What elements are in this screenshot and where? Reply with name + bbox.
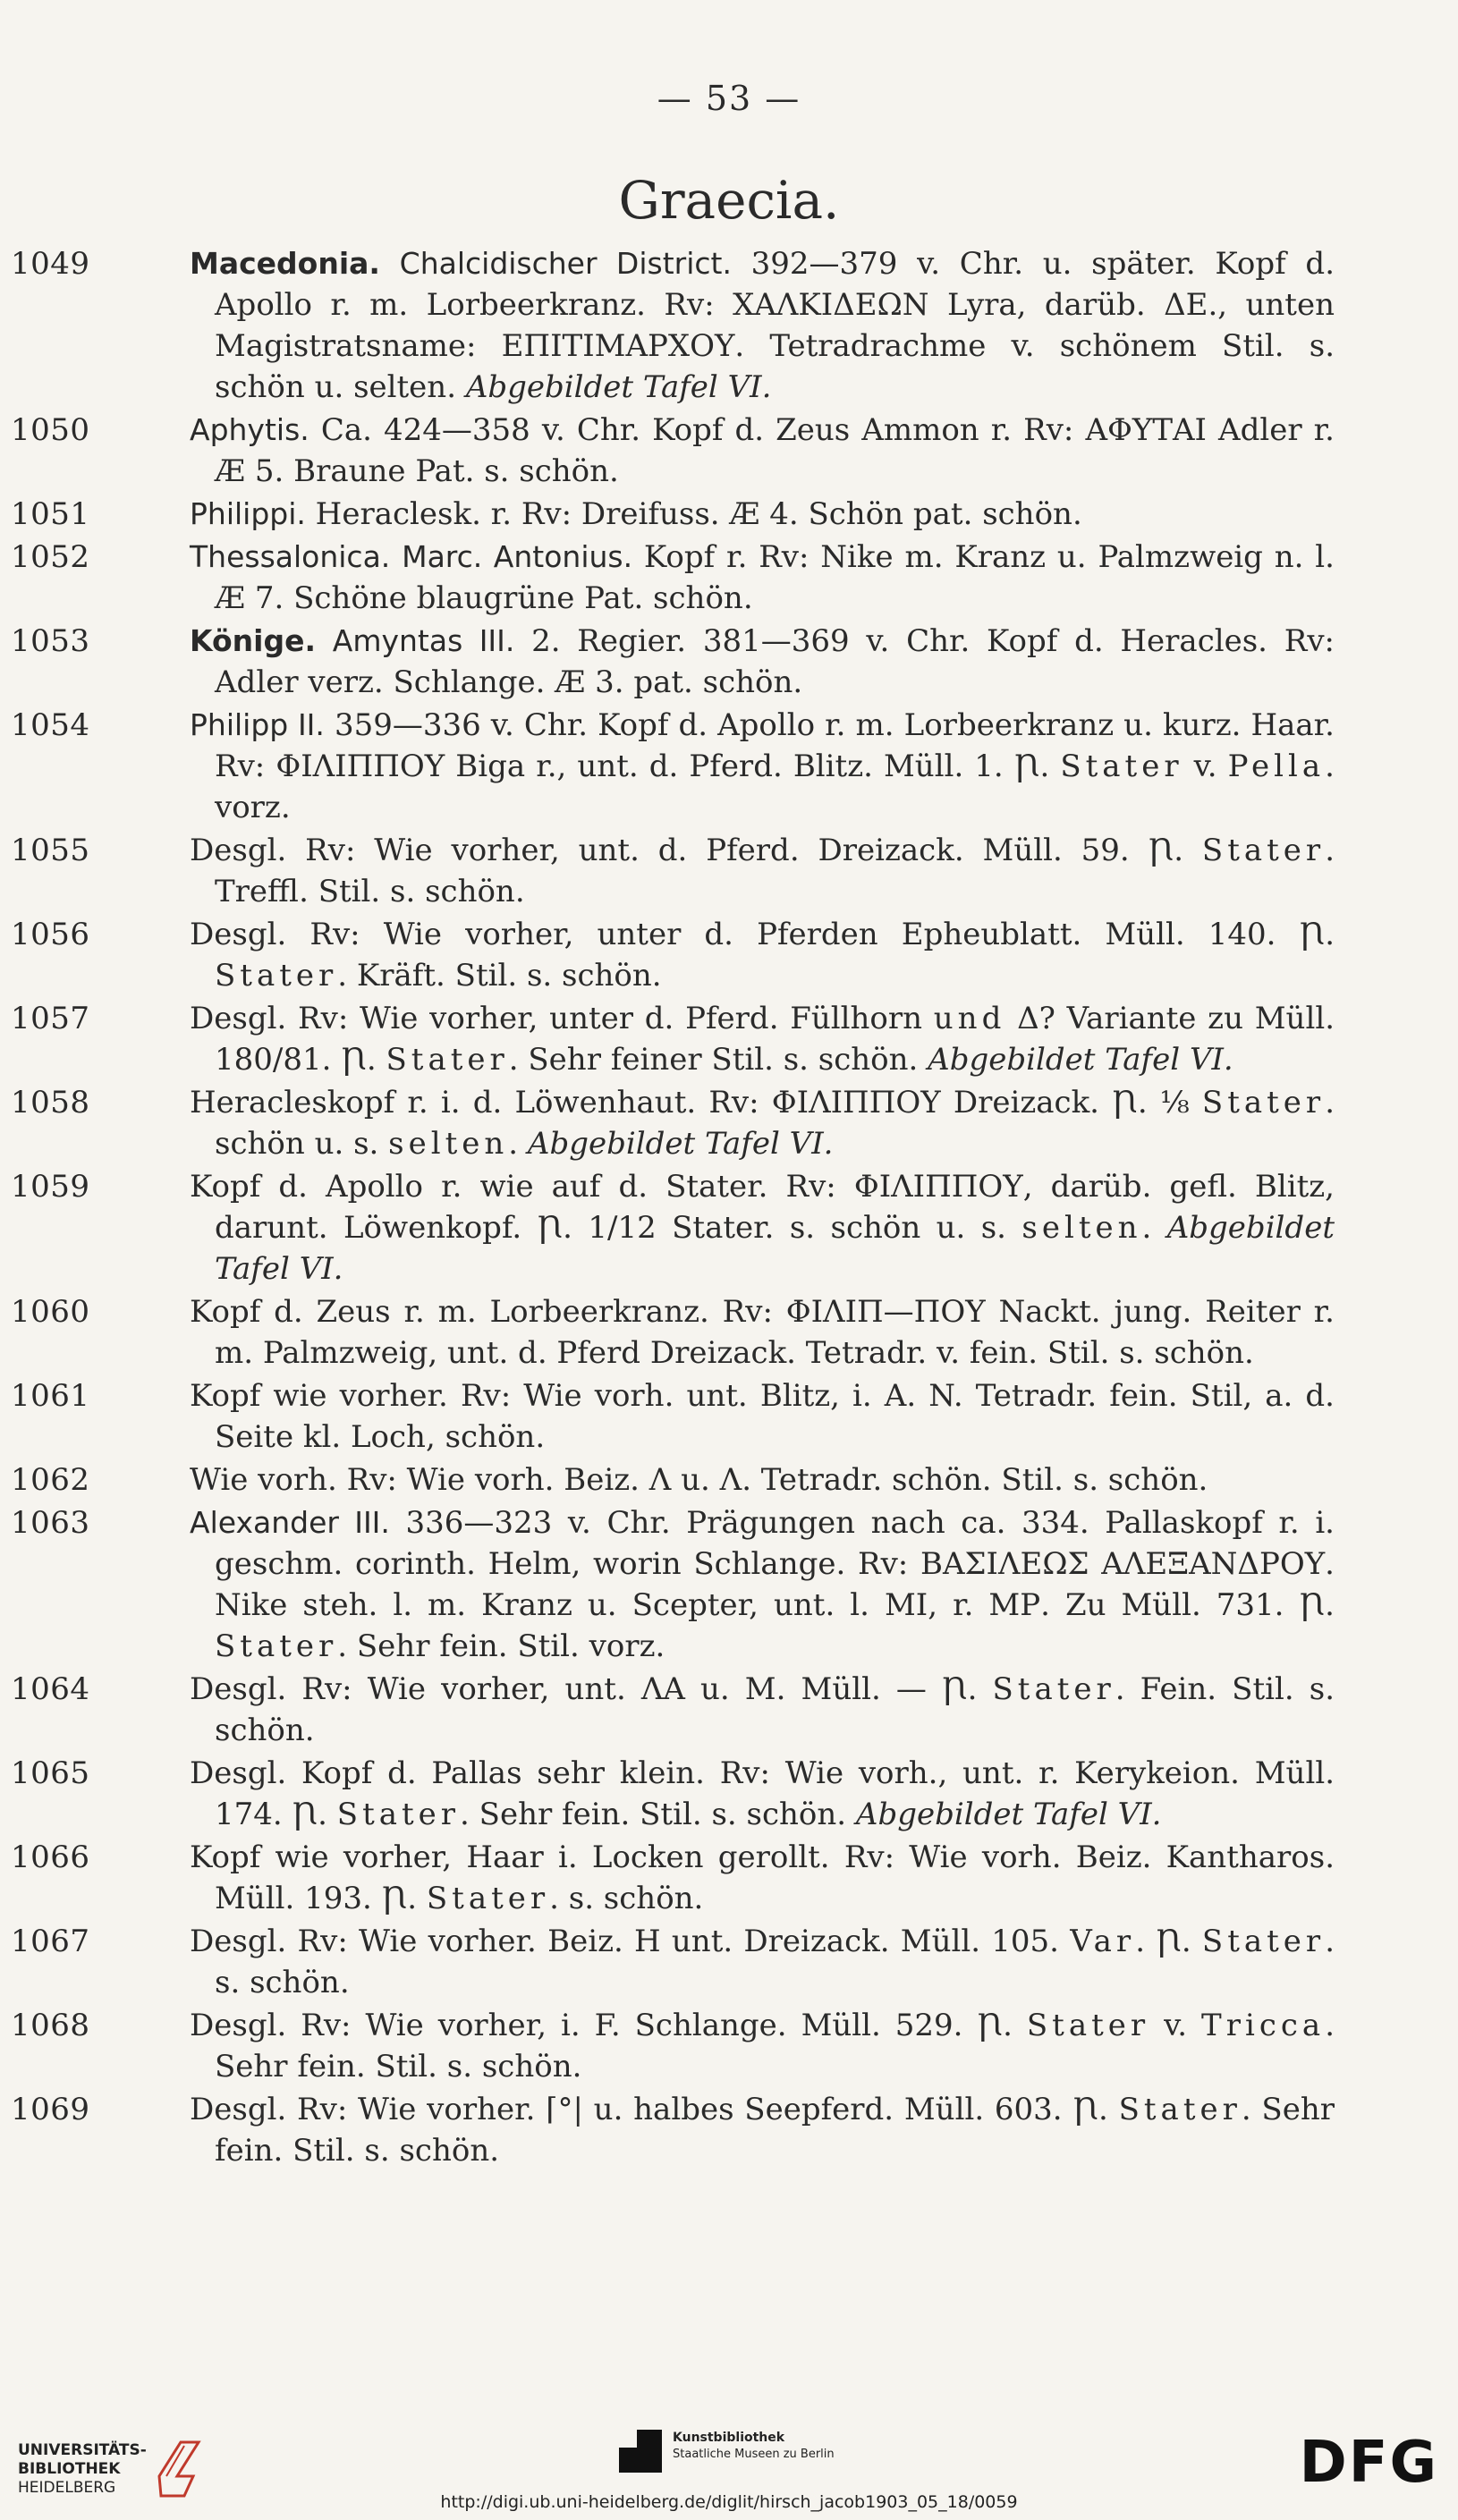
catalog-entry (11, 494, 1335, 535)
entry-number: 1062 (11, 1462, 90, 1498)
entry-text-segment: Desgl. Rv: Wie vorher, unter d. Pferd. Füllhorn (190, 1001, 934, 1036)
entry-description (190, 1166, 1335, 1290)
entry-text-segment: Pella (1227, 748, 1326, 784)
entry-number: 1049 (11, 246, 90, 282)
entry-number: 1069 (11, 2092, 90, 2127)
entry-text-segment: 392—379 v. Chr. u. später. Kopf d. Apollo r. m. Lorbeerkranz. Rv: ΧΑΛΚΙΔΕΩΝ Lyra, darüb. ΔΕ., unten Magistratsname: ΕΠΙΤΙΜΑΡΧΟΥ. Tetradrachme v. schönem Stil. s. schön u. selten. (215, 246, 1335, 405)
entry-text-segment: . Fein. Stil. s. schön. (215, 1671, 1335, 1748)
entry-number: 1052 (11, 539, 90, 575)
entry-text-segment: Stater (386, 1042, 509, 1078)
entry-text-segment: 2. Regier. 381—369 v. Chr. Kopf d. Heracles. Rv: Adler verz. Schlange. Æ 3. pat. schön. (215, 623, 1335, 700)
entry-text-segment (380, 246, 400, 282)
entry-text-segment: . schön u. s. (215, 1085, 1335, 1162)
entry-description (190, 494, 1335, 535)
entry-description (190, 243, 1335, 408)
source-url-link[interactable]: http://digi.ub.uni-heidelberg.de/diglit/hirsch_jacob1903_05_18/0059 (440, 2492, 1018, 2512)
entry-text-segment: Kopf wie vorher. Rv: Wie vorh. unt. Blitz, i. A. N. Tetradr. fein. Stil, a. d. Seite kl. Loch, schön. (190, 1378, 1335, 1455)
entry-text-segment: Alexander III. (190, 1505, 390, 1540)
entry-text-segment: Ca. 424—358 v. Chr. Kopf d. Zeus Ammon r. Rv: ΑΦΥΤΑΙ Adler r. Æ 5. Braune Pat. s. schön. (215, 412, 1335, 489)
entry-text-segment (390, 539, 402, 575)
catalog-entry (11, 1291, 1335, 1374)
entry-text-segment: Macedonia. (190, 246, 380, 281)
ub-logo-line1: UNIVERSITÄTS- (18, 2440, 147, 2459)
entry-description (190, 2089, 1335, 2171)
section-title: Graecia. (618, 170, 840, 231)
entry-text-segment: . Sehr fein. Stil. s. schön. (460, 1797, 856, 1832)
entry-text-segment: . Ꞃ. (1135, 1924, 1202, 1959)
catalog-entry (11, 1375, 1335, 1458)
entry-description (190, 998, 1335, 1080)
entry-description (190, 1291, 1335, 1374)
entry-text-segment: Abgebildet Tafel VI. (465, 369, 772, 405)
entry-text-segment: Könige. (190, 623, 317, 658)
entry-description (190, 705, 1335, 828)
entry-number: 1066 (11, 1839, 90, 1875)
entry-text-segment: . Sehr fein. Stil. s. schön. (215, 2008, 1335, 2084)
entry-number: 1068 (11, 2008, 90, 2043)
entry-description (190, 537, 1335, 619)
entry-number: 1063 (11, 1505, 90, 1541)
entry-text-segment: Thessalonica. (190, 539, 391, 574)
entry-text-segment: Philippi. (190, 496, 306, 531)
entry-text-segment: Desgl. Rv: Wie vorher, i. F. Schlange. Müll. 529. Ꞃ. (190, 2008, 1027, 2043)
entry-text-segment: Desgl. Rv: Wie vorher, unter d. Pferden Epheublatt. Müll. 140. Ꞃ. (190, 917, 1335, 952)
entry-number: 1064 (11, 1671, 90, 1707)
entry-text-segment: und (933, 1001, 1006, 1036)
catalog-entry (11, 1166, 1335, 1290)
entry-text-segment: Desgl. Rv: Wie vorher, unt. ΛΑ u. M. Müll. — Ꞃ. (190, 1671, 993, 1707)
catalog-entry (11, 537, 1335, 619)
catalog-entry (11, 2089, 1335, 2171)
entry-description (190, 914, 1335, 996)
entry-text-segment: Stater (992, 1671, 1115, 1707)
entry-text-segment: . Sehr fein. Stil. s. schön. (215, 2092, 1335, 2169)
page-number: — 53 — (657, 79, 801, 118)
entry-text-segment: . Sehr fein. Stil. vorz. (337, 1628, 665, 1664)
entry-number: 1055 (11, 833, 90, 868)
entry-number: 1054 (11, 707, 90, 743)
catalog-entry (11, 1669, 1335, 1751)
kb-logo-line2: Staatliche Museen zu Berlin (673, 2448, 835, 2461)
entry-text-segment: Δ? Variante zu Müll. 180/81. Ꞃ. (215, 1001, 1335, 1078)
entry-text-segment: Heraclesk. r. Rv: Dreifuss. Æ 4. Schön pat. schön. (305, 496, 1082, 532)
entry-description (190, 410, 1335, 492)
entry-text-segment: Kopf d. Zeus r. m. Lorbeerkranz. Rv: ΦΙΛΙΠ—ΠΟΥ Nackt. jung. Reiter r. m. Palmzweig, unt. d. Pferd Dreizack. Tetradr. v. fein. Stil. s. schön. (190, 1294, 1335, 1371)
entry-text-segment: selten (1021, 1210, 1142, 1246)
entry-text-segment: Chalcidischer District. (399, 246, 732, 281)
entry-number: 1065 (11, 1755, 90, 1791)
entry-text-segment: Stater (336, 1797, 461, 1832)
catalog-entry (11, 1502, 1335, 1667)
entry-text-segment: . Treffl. Stil. s. schön. (215, 833, 1335, 909)
catalog-entry (11, 705, 1335, 828)
entry-text-segment: . Sehr feiner Stil. s. schön. (508, 1042, 928, 1078)
catalog-entry (11, 998, 1335, 1080)
entry-text-segment: . s. schön. (215, 1924, 1335, 2000)
entry-number: 1050 (11, 412, 90, 448)
catalog-entry (11, 914, 1335, 996)
entry-text-segment (316, 623, 333, 659)
entry-description (190, 1753, 1335, 1835)
catalog-entry (11, 1921, 1335, 2003)
entry-text-segment: Kopf d. Apollo r. wie auf d. Stater. Rv: ΦΙΛΙΠΠΟΥ, darüb. gefl. Blitz, darunt. Löwenkopf. Ꞃ. 1/12 Stater. s. schön u. s. (190, 1169, 1335, 1246)
entry-text-segment: Desgl. Rv: Wie vorher, unt. d. Pferd. Dreizack. Müll. 59. Ꞃ. (190, 833, 1202, 868)
entry-description (190, 1502, 1335, 1667)
entry-text-segment: Abgebildet Tafel VI. (855, 1797, 1162, 1832)
entry-text-segment: v. (1149, 2008, 1202, 2043)
entry-text-segment: Philipp II. (190, 707, 325, 742)
kunstbibliothek-mark-icon (619, 2430, 662, 2473)
entry-text-segment: Stater (215, 1628, 338, 1664)
entry-text-segment: . vorz. (215, 748, 1335, 825)
entry-text-segment: . (1141, 1210, 1167, 1246)
kb-logo-line1: Kunstbibliothek (673, 2431, 785, 2445)
catalog-entry (11, 1753, 1335, 1835)
ub-logo-line2: BIBLIOTHEK (18, 2459, 121, 2478)
dfg-logo[interactable]: DFG (1299, 2430, 1438, 2496)
entry-text-segment: Heracleskopf r. i. d. Löwenhaut. Rv: ΦΙΛΙΠΠΟΥ Dreizack. Ꞃ. ⅛ (190, 1085, 1202, 1120)
kunstbibliothek-logo[interactable] (619, 2430, 835, 2473)
catalog-entry (11, 1459, 1335, 1501)
entry-number: 1061 (11, 1378, 90, 1414)
entry-description (190, 1921, 1335, 2003)
entry-text-segment: Abgebildet Tafel VI. (928, 1042, 1233, 1078)
entry-text-segment: Stater (426, 1881, 550, 1916)
entry-description (190, 621, 1335, 703)
entry-text-segment: Var (1070, 1924, 1136, 1959)
catalog-entry (11, 410, 1335, 492)
entry-text-segment: Stater (1201, 1924, 1326, 1959)
catalog-entry (11, 830, 1335, 912)
entry-text-segment: v. (1183, 748, 1228, 784)
catalog-entries (11, 243, 1335, 2173)
entry-text-segment: Aphytis. (190, 412, 309, 447)
catalog-entry (11, 1082, 1335, 1164)
entry-description (190, 1669, 1335, 1751)
entry-text-segment: Desgl. Rv: Wie vorher. Beiz. H unt. Dreizack. Müll. 105. (190, 1924, 1071, 1959)
entry-text-segment: Kopf wie vorher, Haar i. Locken gerollt. Rv: Wie vorh. Beiz. Kantharos. Müll. 193. Ꞃ. (190, 1839, 1335, 1916)
ub-logo-line3: HEIDELBERG (18, 2478, 116, 2497)
entry-text-segment: Wie vorh. Rv: Wie vorh. Beiz. Λ u. Λ. Tetradr. schön. Stil. s. schön. (190, 1462, 1208, 1498)
entry-description (190, 1082, 1335, 1164)
entry-description (190, 1837, 1335, 1919)
entry-text-segment: Stater (1201, 833, 1326, 868)
entry-description (190, 1459, 1335, 1501)
entry-number: 1051 (11, 496, 90, 532)
entry-description (190, 2005, 1335, 2087)
catalog-entry (11, 2005, 1335, 2087)
entry-text-segment: . s. schön. (549, 1881, 704, 1916)
catalog-entry (11, 243, 1335, 408)
entry-text-segment: Desgl. Rv: Wie vorher. ⌈°| u. halbes Seepferd. Müll. 603. Ꞃ. (190, 2092, 1119, 2127)
entry-number: 1057 (11, 1001, 90, 1036)
entry-text-segment: 359—336 v. Chr. Kopf d. Apollo r. m. Lorbeerkranz u. kurz. Haar. Rv: ΦΙΛΙΠΠΟΥ Biga r., unt. d. Pferd. Blitz. Müll. 1. Ꞃ. (215, 707, 1335, 784)
entry-text-segment: . Kräft. Stil. s. schön. (337, 958, 662, 994)
catalog-entry (11, 1837, 1335, 1919)
entry-number: 1053 (11, 623, 90, 659)
entry-text-segment: Stater (1201, 1085, 1326, 1120)
entry-text-segment: Marc. Antonius. (402, 539, 633, 574)
entry-number: 1067 (11, 1924, 90, 1959)
entry-text-segment: selten (388, 1126, 509, 1162)
entry-description (190, 1375, 1335, 1458)
entry-text-segment: Kopf r. Rv: Nike m. Kranz u. Palmzweig n. l. Æ 7. Schöne blaugrüne Pat. schön. (215, 539, 1335, 616)
entry-number: 1059 (11, 1169, 90, 1205)
entry-text-segment: Abgebildet Tafel VI. (527, 1126, 834, 1162)
page-footer (0, 2410, 1458, 2520)
entry-text-segment: . (508, 1126, 528, 1162)
entry-text-segment: 336—323 v. Chr. Prägungen nach ca. 334. Pallaskopf r. i. geschm. corinth. Helm, worin Schlange. Rv: ΒΑΣΙΛΕΩΣ ΑΛΕΞΑΝΔΡΟΥ. Nike steh. l. m. Kranz u. Scepter, unt. l. MI, r. ΜΡ. Zu Müll. 731. Ꞃ. (215, 1505, 1335, 1623)
entry-number: 1056 (11, 917, 90, 952)
entry-text-segment: Abgebildet Tafel VI. (215, 1210, 1335, 1287)
entry-text-segment: Desgl. Kopf d. Pallas sehr klein. Rv: Wie vorh., unt. r. Kerykeion. Müll. 174. Ꞃ. (190, 1755, 1335, 1832)
entry-text-segment: Amyntas III. (332, 623, 515, 658)
entry-text-segment: Tricca (1201, 2008, 1326, 2043)
entry-number: 1060 (11, 1294, 90, 1330)
entry-text-segment: Stater (1060, 748, 1183, 784)
entry-description (190, 830, 1335, 912)
catalog-entry (11, 621, 1335, 703)
entry-number: 1058 (11, 1085, 90, 1120)
entry-text-segment: Stater (215, 958, 338, 994)
entry-text-segment: Stater (1118, 2092, 1242, 2127)
entry-text-segment: Stater (1026, 2008, 1150, 2043)
